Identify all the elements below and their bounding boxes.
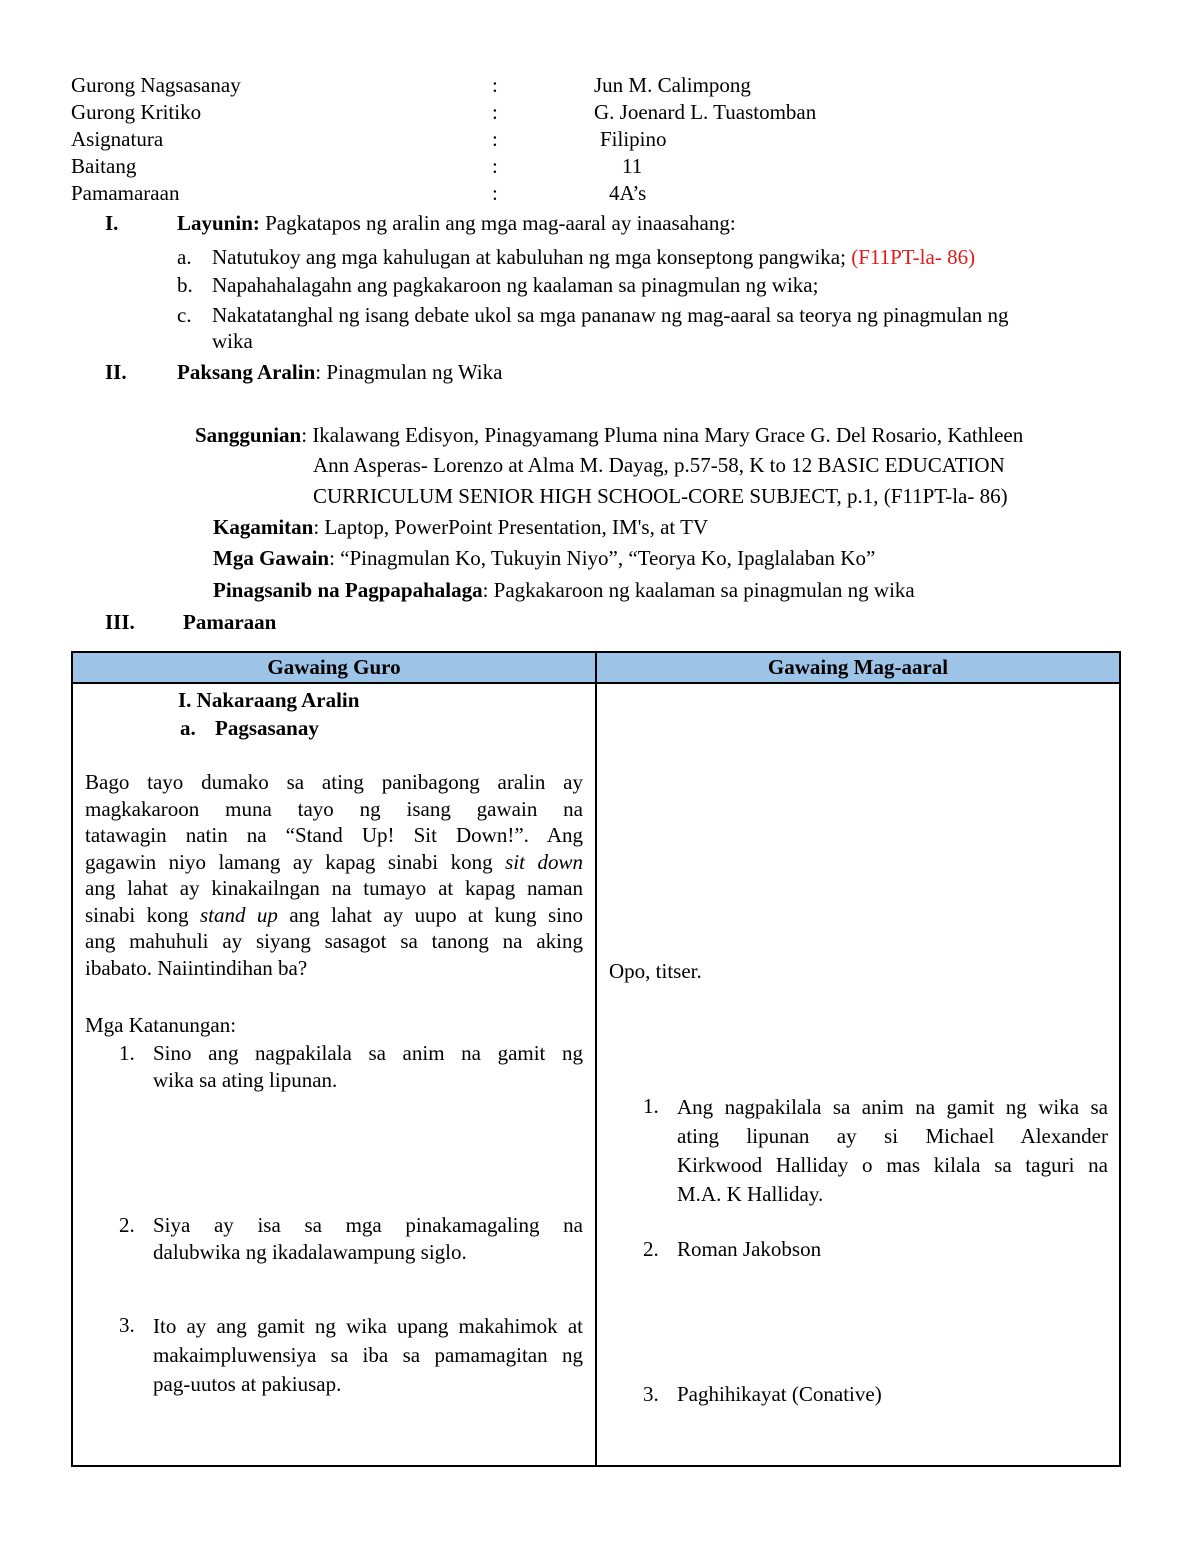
- sanggunian-text: Ann Asperas- Lorenzo at Alma M. Dayag, p.57-58, K to 12 BASIC EDUCATION: [313, 453, 1005, 477]
- info-label: Pamamaraan: [71, 181, 180, 205]
- sanggunian-line: [195, 422, 1023, 448]
- info-sep: :: [492, 154, 498, 178]
- activity-table: [71, 651, 1121, 1467]
- answer-number: 1.: [643, 1094, 659, 1118]
- para-line: [85, 849, 583, 876]
- objective-c-text: Nakatatanghal ng isang debate ukol sa mga pananaw ng mag-aaral sa teorya ng pinagmulan ng: [212, 303, 1009, 327]
- objective-marker: c.: [177, 303, 192, 327]
- answer-number: 2.: [643, 1237, 659, 1261]
- question-line: pag-uutos at pakiusap.: [153, 1372, 342, 1396]
- info-sep: :: [492, 100, 498, 124]
- questions-label: Mga Katanungan:: [85, 1013, 237, 1037]
- info-sep: :: [492, 181, 498, 205]
- para-line: Bago tayo dumako sa ating panibagong aralin ay: [85, 770, 583, 794]
- table-body-row: [72, 683, 1120, 1466]
- section-heading-line: [177, 210, 736, 236]
- question-line: wika sa ating lipunan.: [153, 1067, 338, 1092]
- answer-3: Paghihikayat (Conative): [677, 1382, 882, 1406]
- question-line: Sino ang nagpakilala sa anim na gamit ng: [153, 1041, 583, 1065]
- pagpapahalaga-line: [213, 577, 915, 603]
- info-value-teacher: Jun M. Calimpong: [594, 73, 751, 97]
- gawain-label: Mga Gawain: [213, 546, 330, 570]
- info-label: Baitang: [71, 154, 137, 178]
- topic-value: : Pinagmulan ng Wika: [315, 360, 503, 384]
- para-text: ang lahat ay uupo at kung sino: [277, 902, 583, 927]
- sub-marker: a.: [180, 716, 196, 740]
- section-numeral: I.: [105, 211, 119, 235]
- section-intro: Pagkatapos ng aralin ang mga mag-aaral ay inaasahang:: [259, 211, 736, 235]
- para-em: stand up: [200, 902, 278, 927]
- teacher-cell: [72, 683, 596, 1466]
- question-line: makaimpluwensiya sa iba sa pamamagitan ng: [153, 1343, 583, 1367]
- answer-line: ating lipunan ay si Michael Alexander: [677, 1124, 1108, 1148]
- info-value-grade: 11: [622, 154, 643, 178]
- answer-line: M.A. K Halliday.: [677, 1182, 824, 1206]
- objective-marker: b.: [177, 273, 193, 297]
- info-sep: :: [492, 127, 498, 151]
- answer-line: Ang nagpakilala sa anim na gamit ng wika sa: [677, 1095, 1108, 1119]
- objective-a-text: Natutukoy ang mga kahulugan at kabuluhan ng mga konseptong pangwika;: [212, 245, 852, 269]
- info-label: Gurong Nagsasanay: [71, 73, 241, 97]
- objective-b-text: Napahahalagahn ang pagkakaroon ng kaalaman sa pinagmulan ng wika;: [212, 273, 819, 297]
- question-2: [153, 1212, 583, 1265]
- section-heading: Pamaraan: [183, 610, 277, 634]
- section-numeral: II.: [105, 360, 127, 384]
- question-3: [153, 1312, 583, 1399]
- student-reply: Opo, titser.: [609, 959, 702, 983]
- objective-text: [212, 244, 975, 270]
- sanggunian-label: Sanggunian: [195, 423, 302, 447]
- sanggunian-text: : Ikalawang Edisyon, Pinagyamang Pluma nina Mary Grace G. Del Rosario, Kathleen: [301, 423, 1024, 447]
- question-line: dalubwika ng ikadalawampung siglo.: [153, 1239, 467, 1264]
- info-sep: :: [492, 73, 498, 97]
- answer-1: [677, 1093, 1108, 1209]
- kagamitan-label: Kagamitan: [213, 515, 314, 539]
- table-header-row: [72, 652, 1120, 683]
- pagpapahalaga-label: Pinagsanib na Pagpapahalaga: [213, 578, 483, 602]
- sanggunian-text: CURRICULUM SENIOR HIGH SCHOOL-CORE SUBJECT, p.1, (F11PT-la- 86): [313, 484, 1008, 508]
- col-header-student: Gawaing Mag-aaral: [596, 652, 1120, 683]
- section-numeral: III.: [105, 610, 135, 634]
- para-text: gagawin niyo lamang ay kapag sinabi kong: [85, 849, 506, 874]
- question-number: 3.: [119, 1313, 135, 1337]
- cell-subheading: I. Nakaraang Aralin: [178, 688, 360, 712]
- question-number: 2.: [119, 1213, 135, 1237]
- answer-line: Kirkwood Halliday o mas kilala sa taguri na: [677, 1153, 1108, 1177]
- para-line: ang lahat ay kinakailngan na tumayo at kapag naman: [85, 876, 583, 900]
- para-text: sinabi kong: [85, 902, 200, 927]
- para-line: [85, 902, 583, 929]
- sub-label: Pagsasanay: [215, 716, 319, 740]
- info-value-critic: G. Joenard L. Tuastomban: [594, 100, 817, 124]
- objective-c-cont: wika: [212, 329, 253, 353]
- para-line: ibabato. Naiintindihan ba?: [85, 955, 308, 980]
- instruction-paragraph: [85, 769, 583, 981]
- pagpapahalaga-text: : Pagkakaroon ng kaalaman sa pinagmulan ng wika: [482, 578, 915, 602]
- topic-line: [177, 359, 502, 385]
- para-em: sit down: [505, 849, 583, 874]
- col-header-teacher: Gawaing Guro: [72, 652, 596, 683]
- objective-marker: a.: [177, 245, 192, 269]
- gawain-line: [213, 545, 875, 571]
- para-line: ang mahuhuli ay siyang sasagot sa tanong na aking: [85, 929, 583, 953]
- info-label: Asignatura: [71, 127, 164, 151]
- question-line: Siya ay isa sa mga pinakamagaling na: [153, 1213, 583, 1237]
- topic-heading: Paksang Aralin: [177, 360, 316, 384]
- question-1: [153, 1040, 583, 1093]
- competency-code: (F11PT-la- 86): [851, 245, 976, 269]
- kagamitan-text: : Laptop, PowerPoint Presentation, IM's, at TV: [313, 515, 709, 539]
- info-label: Gurong Kritiko: [71, 100, 202, 124]
- gawain-text: : “Pinagmulan Ko, Tukuyin Niyo”, “Teorya Ko, Ipaglalaban Ko”: [329, 546, 876, 570]
- info-value-subject: Filipino: [600, 127, 667, 151]
- answer-2: Roman Jakobson: [677, 1237, 822, 1261]
- answer-number: 3.: [643, 1382, 659, 1406]
- student-cell: [596, 683, 1120, 1466]
- section-heading: Layunin:: [177, 211, 260, 235]
- info-value-method: 4A’s: [609, 181, 647, 205]
- question-number: 1.: [119, 1041, 135, 1065]
- para-line: magkakaroon muna tayo ng isang gawain na: [85, 796, 583, 821]
- question-line: Ito ay ang gamit ng wika upang makahimok at: [153, 1314, 583, 1338]
- para-line: tatawagin natin na “Stand Up! Sit Down!”. Ang: [85, 823, 583, 847]
- kagamitan-line: [213, 514, 708, 540]
